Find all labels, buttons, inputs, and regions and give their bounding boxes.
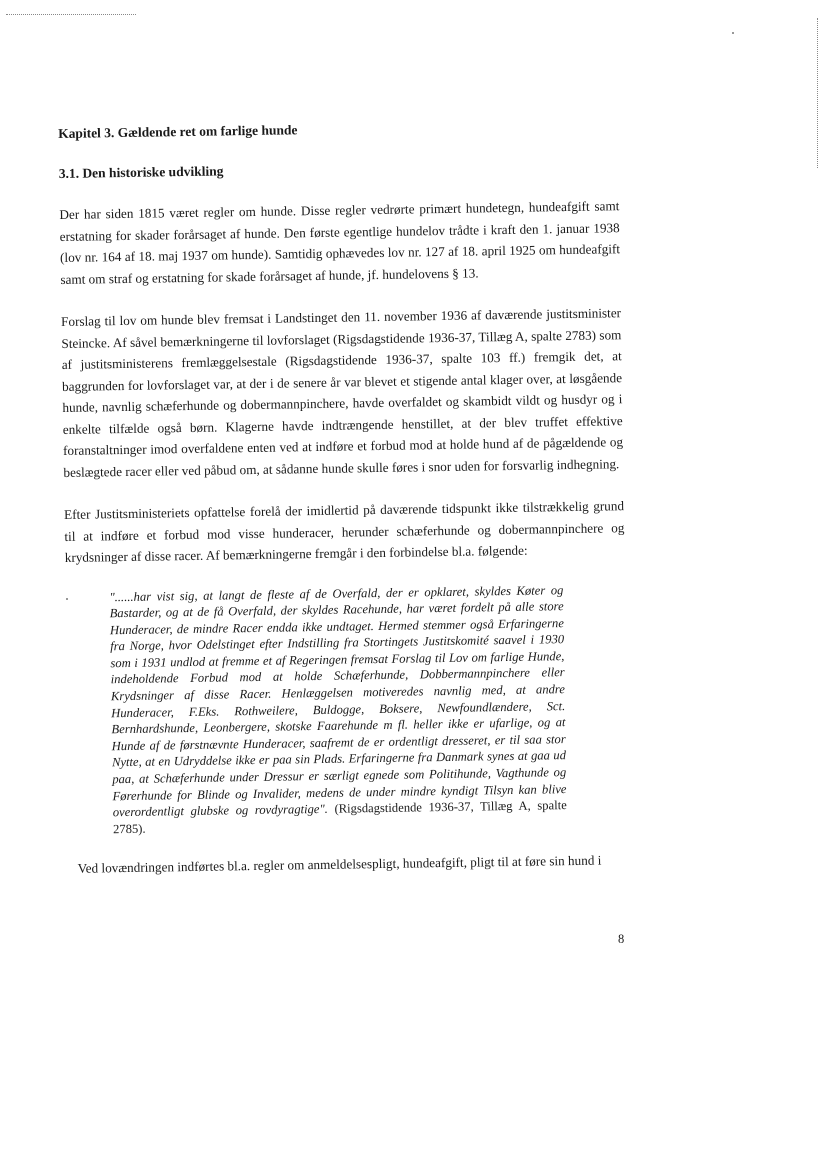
paragraph: Efter Justitsministeriets opfattelse forelå der imidlertid på daværende tidspunkt ikke tilstrækkelig grund til at indføre et forbud mod visse hunderacer, herunder schæferhunde og dobermannpinchere og krydsninger af disse racer. Af bemærkningerne fremgår i den forbindelse bl.a. følgende:	[63, 498, 625, 565]
page-number: 8	[618, 932, 625, 946]
paragraph: Der har siden 1815 været regler om hunde. Disse regler vedrørte primært hundetegn, hundeafgift samt erstatning for skader forårsaget af hunde. Den første egentlige hundelov trådte i kraft den 1. januar 1938 (lov nr. 164 af 18. maj 1937 om hunde). Samtidig ophævedes lov nr. 127 af 18. april 1925 om hundeafgift samt om straf og erstatning for skade forårsaget af hunde, jf. hundelovens § 13.	[59, 198, 621, 287]
document-body	[58, 117, 630, 879]
paragraph: Forslag til lov om hunde blev fremsat i Landstinget den 11. november 1936 af daværende justitsminister Steincke. Af såvel bemærkningerne til lovforslaget (Rigsdagstidende 1936-37, Tillæg A, spalte 2783) som af justitsministerens fremlæggelsestale (Rigsdagstidende 1936-37, spalte 103 ff.) fremgik det, at baggrunden for lovforslaget var, at der i de senere år var blevet et stigende antal klager over, at løsgående hunde, navnlig schæferhunde og dobermannpinchere, havde overfaldet og skambidt vildt og husdyr og i enkelte tilfælde også børn. Klagerne havde indtrængende henstillet, at der blev truffet effektive foranstaltninger imod overfaldene enten ved at indføre et forbud mod at holde hund af de pågældende og beslægtede racer eller ved påbud om, at sådanne hunde skulle føres i snor uden for forsvarlig indhegning.	[60, 305, 624, 480]
block-quote	[109, 582, 567, 838]
quote-citation: (Rigsdagstidende 1936-37, Tillæg A, spalte 2785).	[112, 798, 567, 837]
section-title: 3.1. Den historiske udvikling	[58, 163, 224, 181]
scan-artifact-top	[6, 14, 136, 15]
scan-dot	[732, 32, 734, 34]
scan-artifact-right	[817, 18, 818, 168]
paragraph-continuation: Ved lovændringen indførtes bl.a. regler om anmeldelsespligt, hundeafgift, pligt til at føre sin hund i	[77, 852, 602, 877]
quote-text: "......har vist sig, at langt de fleste af de Overfald, der er opklaret, skyldes Køter og Bastarder, og at de få Overfald, der skyldes Racehunde, har været fordelt på alle store Hunderacer, de mindre Racer endda ikke undtaget. Hermed stemmer også Erfaringerne fra Norge, hvor Odelstinget efter Indstilling fra Stortingets Justitskomité saavel i 1930 som i 1931 undlod at fremme et af Regeringen fremsat Forslag til Lov om farlige Hunde, indeholdende Forbud mod at holde Schæferhunde, Dobbermannpinchere eller Krydsninger af disse Racer. Henlæggelsen motiveredes navnlig med, at andre Hunderacer, F.Eks. Rothweilere, Buldogge, Boksere, Newfoundlændere, Sct. Bernhardshunde, Leonbergere, skotske Faarehunde m fl. heller ikke er ufarlige, og at Hunde af de førstnævnte Hunderacer, saafremt de er ordentligt dresseret, er til saa stor Nytte, at en Udryddelse ikke er paa sin Plads. Erfaringerne fra Danmark synes at gaa ud paa, at Schæferhunde under Dressur er særligt egnede som Politihunde, Vagthunde og Førerhunde for Blinde og Invalider, medens de under mindre kyndigt Tilsyn kan blive overordentligt glubske og rovdyragtige".	[109, 582, 567, 820]
chapter-title: Kapitel 3. Gældende ret om farlige hunde	[58, 122, 298, 141]
